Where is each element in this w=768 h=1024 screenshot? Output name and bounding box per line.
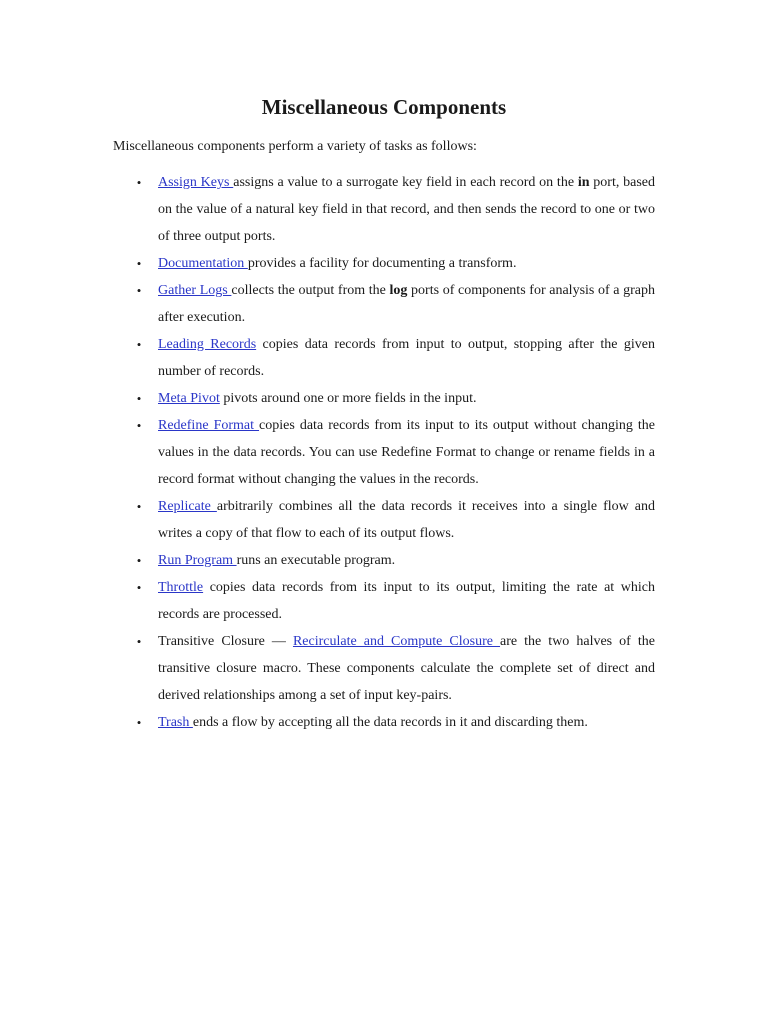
list-item-transitive-closure [113,628,655,709]
item-bold-text: log [389,283,408,298]
recirculate-compute-closure-link[interactable]: Recirculate and Compute Closure [292,634,501,649]
trash-link[interactable]: Trash [158,715,193,730]
meta-pivot-link[interactable]: Meta Pivot [158,391,220,406]
throttle-link[interactable]: Throttle [158,580,204,595]
run-program-link[interactable]: Run Program [158,553,237,568]
bullet-icon: • [136,391,142,406]
list-item-documentation [113,250,655,277]
item-text: copies data records from its input to its output without changing the values in the data records. You can use Redefine Format to change or rename fields in a record format without changing the values in the records. [158,418,655,487]
component-list [113,169,655,736]
list-item-redefine-format [113,412,655,493]
item-text: ends a flow by accepting all the data records in it and discarding them. [192,715,588,730]
item-text: are the two halves of the transitive closure macro. These components calculate the complete set of direct and derived relationships among a set of input key-pairs. [158,634,655,703]
documentation-link[interactable]: Documentation [158,256,248,271]
list-item-trash [113,709,655,736]
item-text: port, based on the value of a natural key field in that record, and then sends the record to one or two of three output ports. [158,175,655,244]
item-bold-text: in [577,175,590,190]
bullet-icon: • [136,634,142,649]
redefine-format-link[interactable]: Redefine Format [158,418,260,433]
list-item-assign-keys [113,169,655,250]
item-text: collects the output from the [231,283,390,298]
list-item-replicate [113,493,655,547]
list-item-throttle [113,574,655,628]
item-text: arbitrarily combines all the data records it receives into a single flow and writes a copy of that flow to each of its output flows. [158,499,655,541]
bullet-icon: • [136,715,142,730]
bullet-icon: • [136,175,142,190]
list-item-meta-pivot [113,385,655,412]
list-item-gather-logs [113,277,655,331]
intro-paragraph: Miscellaneous components perform a variety of tasks as follows: [113,139,477,154]
item-text: provides a facility for documenting a transform. [247,256,517,271]
assign-keys-link[interactable]: Assign Keys [158,175,234,190]
item-text: pivots around one or more fields in the input. [219,391,477,406]
item-text: runs an executable program. [236,553,396,568]
bullet-icon: • [136,256,142,271]
bullet-icon: • [136,283,142,298]
list-item-leading-records [113,331,655,385]
item-text: assigns a value to a surrogate key field in each record on the [233,175,578,190]
list-item-run-program [113,547,655,574]
bullet-icon: • [136,553,142,568]
gather-logs-link[interactable]: Gather Logs [158,283,232,298]
item-text: ports of components for analysis of a graph after execution. [158,283,656,325]
page-title: Miscellaneous Components [261,95,507,119]
bullet-icon: • [136,418,142,433]
item-text: copies data records from its input to its output, limiting the rate at which records are processed. [158,580,655,622]
item-text: copies data records from input to output, stopping after the given number of records. [158,337,655,379]
replicate-link[interactable]: Replicate [158,499,217,514]
bullet-icon: • [136,337,142,352]
leading-records-link[interactable]: Leading Records [158,337,257,352]
bullet-icon: • [136,499,142,514]
bullet-icon: • [136,580,142,595]
item-prefix-text: Transitive Closure — [158,634,293,649]
